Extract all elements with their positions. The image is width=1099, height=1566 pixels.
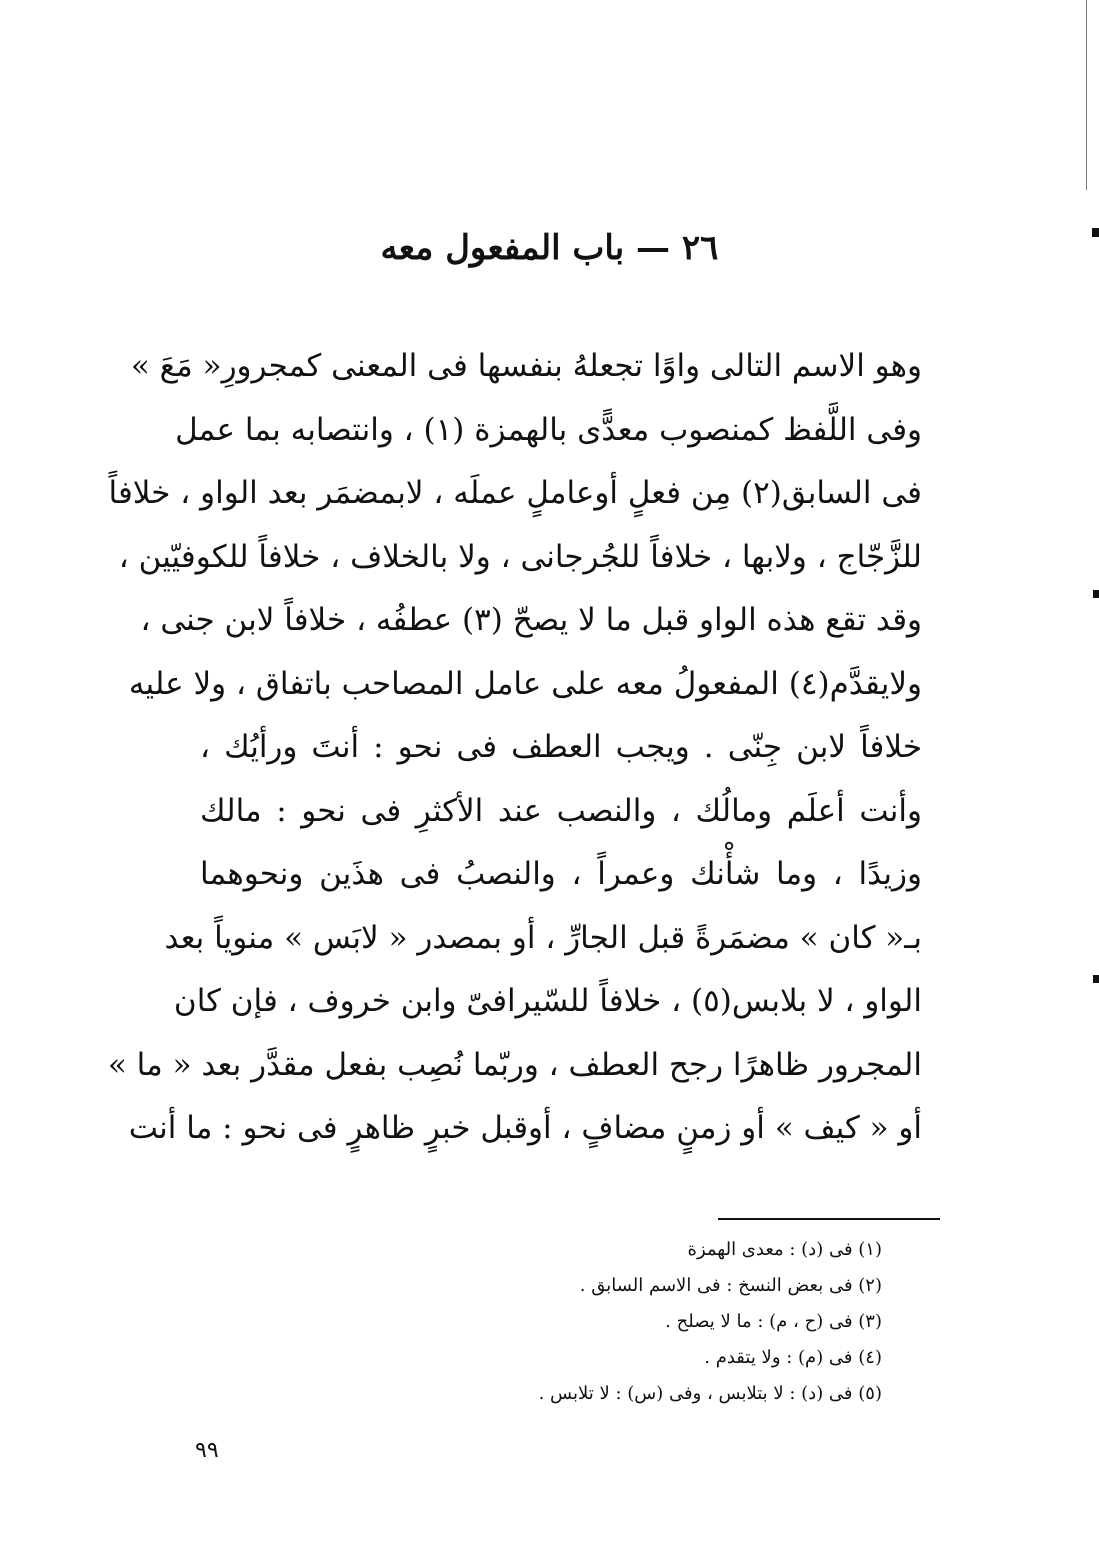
text-line: وفى اللَّفظ كمنصوب معدًّى بالهمزة (١) ، وانتصابه بما عمل [175,411,922,448]
edge-mark [1093,590,1099,598]
body-text [107,335,922,1161]
text-line: الواو ، لا بلابس(٥) ، خلافاً للسّيرافىّ وابن خروف ، فإن كان [173,983,922,1019]
text-line: وزيدًا ، وما شأْنك وعمراً ، والنصبُ فى هذَين ونحوهما [200,856,922,892]
text-line: للزَّجّاج ، ولابها ، خلافاً للجُرجانى ، ولا بالخلاف ، خلافاً للكوفيّين ، [118,538,922,575]
page-number: ٩٩ [195,1438,219,1463]
text-line: ولايقدَّم(٤) المفعولُ معه على عامل المصاحب باتفاق ، ولا عليه [128,665,922,702]
footnote-separator [718,1218,940,1220]
text-line: بـ« كان » مضمَرةً قبل الجارِّ ، أو بمصدر « لابَس » منوياً بعد [164,919,922,956]
text-line: خلافاً لابن جِنّى . ويجب العطف فى نحو : أنتَ ورأيُك ، [200,729,922,765]
text-line: وأنت أعلَم ومالُك ، والنصب عند الأكثرِ فى نحو : مالك [200,792,922,829]
chapter-title: ٢٦ — باب المفعول معه [380,228,719,268]
text-line: المجرور ظاهرًا رجح العطف ، وربّما نُصِب بفعل مقدَّر بعد « ما » [107,1046,922,1083]
page-edge-line [1086,0,1087,190]
footnote: (١) فى (د) : معدى الهمزة [687,1239,882,1260]
text-line: وقد تقع هذه الواو قبل ما لا يصحّ (٣) عطفُه ، خلافاً لابن جنى ، [140,602,922,638]
edge-mark [1093,975,1099,983]
text-line: فى السابق(٢) مِن فعلٍ أوعاملٍ عملَه ، لابمضمَر بعد الواو ، خلافاً [108,475,922,511]
text-line: أو « كيف » أو زمنٍ مضافٍ ، أوقبل خبرٍ ظاهرٍ فى نحو : ما أنت [128,1110,922,1146]
footnotes [440,1232,882,1412]
footnote: (٤) فى (م) : ولا يتقدم . [704,1347,882,1368]
footnote: (٥) فى (د) : لا بتلابس ، وفى (س) : لا تلابس . [538,1383,882,1404]
text-line: وهو الاسم التالى واوًا تجعلهُ بنفسها فى المعنى كمجرورِ« مَعَ » [130,348,922,384]
footnote: (٣) فى (ح ، م) : ما لا يصلح . [665,1311,882,1332]
footnote: (٢) فى بعض النسخ : فى الاسم السابق . [579,1275,882,1296]
